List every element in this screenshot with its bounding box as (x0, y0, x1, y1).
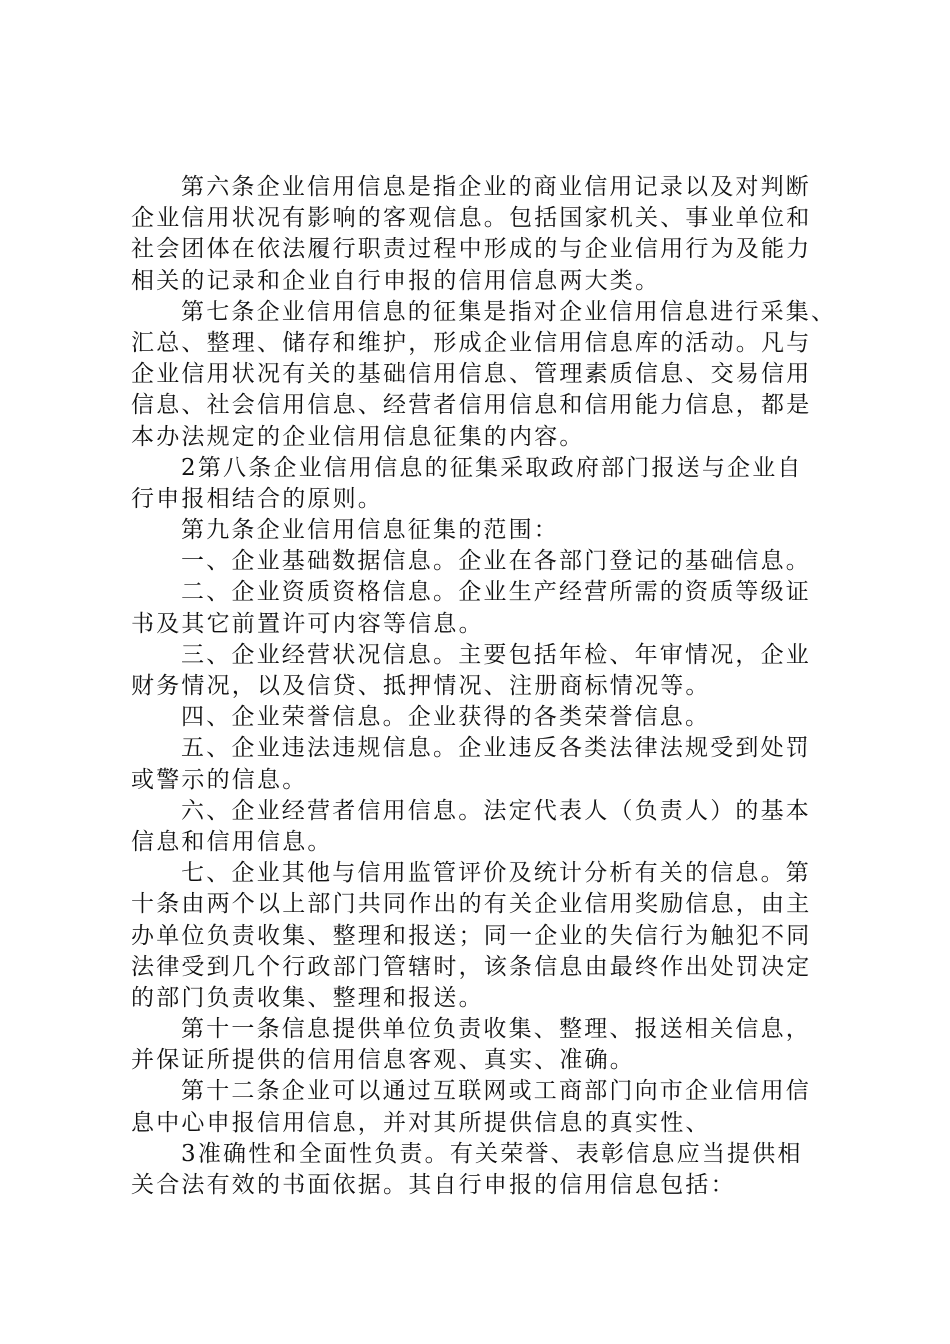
document-body (131, 172, 843, 1201)
text-line: 第十一条信息提供单位负责收集、整理、报送相关信息， (181, 1016, 811, 1043)
text-line: 2第八条企业信用信息的征集采取政府部门报送与企业自 (181, 454, 803, 481)
text-line: 第九条企业信用信息征集的范围： (181, 517, 559, 544)
text-line: 十条由两个以上部门共同作出的有关企业信用奖励信息，由主 (131, 891, 812, 918)
text-line: 社会团体在依法履行职责过程中形成的与企业信用行为及能力 (131, 236, 812, 263)
text-line: 七、企业其他与信用监管评价及统计分析有关的信息。第 (181, 860, 811, 887)
text-line: 五、企业违法违规信息。企业违反各类法律法规受到处罚 (181, 735, 811, 762)
text-line: 行申报相结合的原则。 (131, 485, 383, 512)
text-line: 第七条企业信用信息的征集是指对企业信用信息进行采集、 (181, 298, 837, 325)
text-line: 企业信用状况有关的基础信用信息、管理素质信息、交易信用 (131, 361, 812, 388)
text-line: 财务情况，以及信贷、抵押情况、注册商标情况等。 (131, 673, 711, 699)
text-line: 相关的记录和企业自行申报的信用信息两大类。 (131, 267, 661, 294)
text-line: 关合法有效的书面依据。其自行申报的信用信息包括： (131, 1172, 736, 1198)
text-line: 一、企业基础数据信息。企业在各部门登记的基础信息。 (181, 548, 811, 575)
text-line: 四、企业荣誉信息。企业获得的各类荣誉信息。 (181, 704, 711, 731)
text-line: 并保证所提供的信用信息客观、真实、准确。 (131, 1047, 635, 1074)
text-line: 企业信用状况有影响的客观信息。包括国家机关、事业单位和 (131, 205, 812, 232)
text-line: 法律受到几个行政部门管辖时，该条信息由最终作出处罚决定 (131, 953, 812, 980)
text-line: 的部门负责收集、整理和报送。 (131, 984, 484, 1011)
text-line: 汇总、整理、储存和维护，形成企业信用信息库的活动。凡与 (131, 329, 812, 356)
text-line: 信息和信用信息。 (131, 828, 333, 855)
text-line: 或警示的信息。 (131, 766, 308, 793)
text-line: 息中心申报信用信息，并对其所提供信息的真实性、 (131, 1109, 711, 1136)
text-line: 办单位负责收集、整理和报送；同一企业的失信行为触犯不同 (131, 922, 812, 949)
text-line: 三、企业经营状况信息。主要包括年检、年审情况，企业 (181, 641, 811, 668)
text-line: 第十二条企业可以通过互联网或工商部门向市企业信用信 (181, 1078, 811, 1105)
text-line: 3准确性和全面性负责。有关荣誉、表彰信息应当提供相 (181, 1140, 803, 1167)
text-line: 书及其它前置许可内容等信息。 (131, 610, 484, 637)
text-line: 本办法规定的企业信用信息征集的内容。 (131, 423, 585, 450)
text-line: 二、企业资质资格信息。企业生产经营所需的资质等级证 (181, 579, 811, 606)
text-line: 第六条企业信用信息是指企业的商业信用记录以及对判断 (181, 174, 811, 200)
text-line: 信息、社会信用信息、经营者信用信息和信用能力信息，都是 (131, 392, 812, 419)
text-line: 六、企业经营者信用信息。法定代表人（负责人）的基本 (181, 797, 811, 824)
